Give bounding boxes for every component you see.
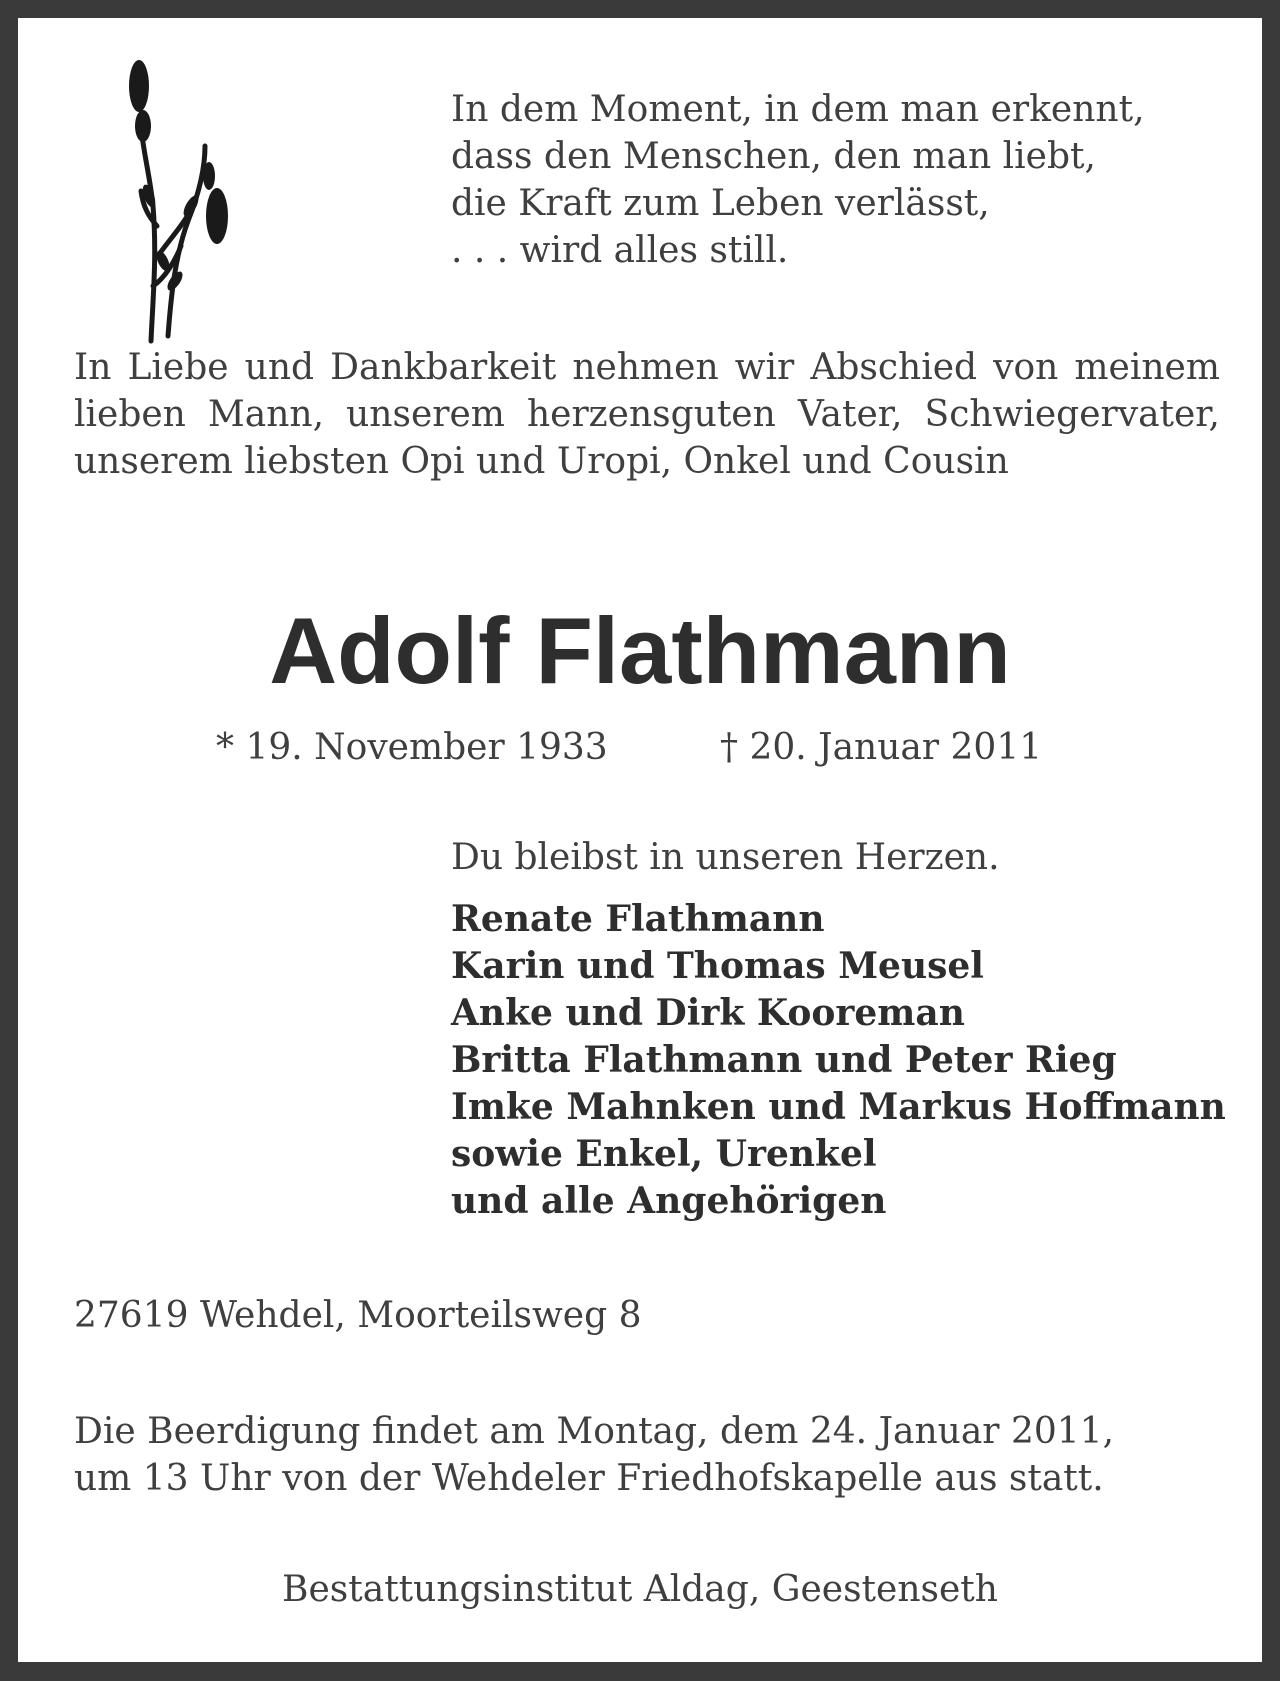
birth-date: * 19. November 1933 bbox=[216, 727, 608, 768]
funeral-line: um 13 Uhr von der Wehdeler Friedhofskapelle aus statt. bbox=[74, 1458, 1104, 1499]
funeral-line: Die Beerdigung findet am Montag, dem 24. Januar 2011, bbox=[74, 1411, 1115, 1452]
mourner-name: Britta Flathmann und Peter Rieg bbox=[451, 1039, 1117, 1081]
intro-paragraph: In Liebe und Dankbarkeit nehmen wir Abschied von meinem lieben Mann, unserem herzensguten Vater, Schwiegervater, unserem liebsten Opi und Uropi, Onkel und Cousin bbox=[74, 347, 1220, 482]
mourner-name: Karin und Thomas Meusel bbox=[451, 945, 984, 987]
funeral-details bbox=[74, 1408, 1114, 1502]
deceased-name: Adolf Flathmann bbox=[269, 598, 1011, 703]
mourner-name: Renate Flathmann bbox=[451, 898, 825, 940]
mourner-name: Anke und Dirk Kooreman bbox=[451, 992, 965, 1034]
mourner-name: und alle Angehörigen bbox=[451, 1180, 887, 1222]
poem bbox=[451, 86, 1145, 274]
undertaker: Bestattungsinstitut Aldag, Geestenseth bbox=[282, 1569, 998, 1610]
obituary-notice bbox=[18, 18, 1262, 1662]
poem-line: In dem Moment, in dem man erkennt, bbox=[451, 89, 1145, 130]
mourner-name: sowie Enkel, Urenkel bbox=[451, 1133, 877, 1175]
wheat-stalks-icon bbox=[113, 56, 263, 346]
poem-line: die Kraft zum Leben verlässt, bbox=[451, 183, 990, 224]
address: 27619 Wehdel, Moorteilsweg 8 bbox=[74, 1295, 642, 1336]
mourners-list bbox=[451, 896, 1226, 1225]
mourner-name: Imke Mahnken und Markus Hoffmann bbox=[451, 1086, 1226, 1128]
poem-line: . . . wird alles still. bbox=[451, 230, 789, 271]
death-date: † 20. Januar 2011 bbox=[720, 727, 1043, 768]
poem-line: dass den Menschen, den man liebt, bbox=[451, 136, 1096, 177]
farewell-line: Du bleibst in unseren Herzen. bbox=[451, 837, 1000, 878]
